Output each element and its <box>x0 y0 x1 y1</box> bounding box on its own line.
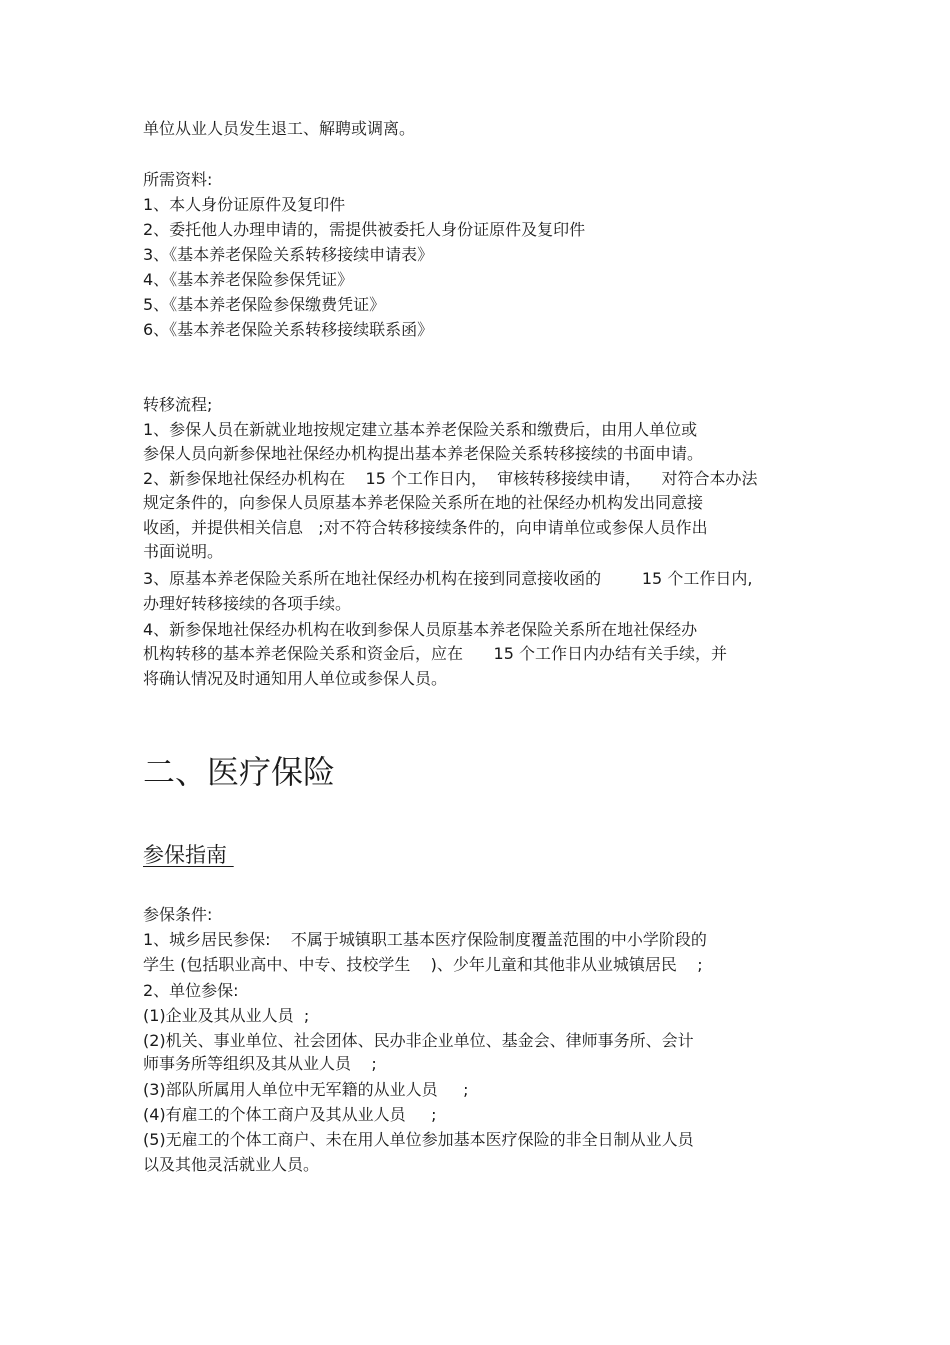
process-line: 2、新参保地社保经办机构在 15 个工作日内， 审核转移接续申请， 对符合本办法 <box>143 469 758 488</box>
process-line: 书面说明。 <box>143 542 224 561</box>
condition-line: (3)部队所属用人单位中无军籍的从业人员 ; <box>143 1080 469 1099</box>
condition-line: (4)有雇工的个体工商户及其从业人员 ; <box>143 1105 437 1124</box>
process-line: 参保人员向新参保地社保经办机构提出基本养老保险关系转移接续的书面申请。 <box>143 444 704 463</box>
condition-line: (1)企业及其从业人员 ; <box>143 1006 310 1025</box>
process-label: 转移流程; <box>143 395 213 414</box>
conditions-label: 参保条件: <box>143 905 213 924</box>
process-line: 3、原基本养老保险关系所在地社保经办机构在接到同意接收函的 15 个工作日内, <box>143 569 753 588</box>
process-line: 办理好转移接续的各项手续。 <box>143 594 352 613</box>
process-line: 1、参保人员在新就业地按规定建立基本养老保险关系和缴费后，由用人单位或 <box>143 420 698 439</box>
list-item: 5、《基本养老保险参保缴费凭证》 <box>143 295 386 314</box>
process-line: 将确认情况及时通知用人单位或参保人员。 <box>143 669 448 688</box>
materials-label: 所需资料: <box>143 170 213 189</box>
condition-line: (5)无雇工的个体工商户、未在用人单位参加基本医疗保险的非全日制从业人员 <box>143 1130 694 1149</box>
condition-line: (2)机关、事业单位、社会团体、民办非企业单位、基金会、律师事务所、会计 <box>143 1031 694 1050</box>
condition-line: 以及其他灵活就业人员。 <box>143 1155 320 1174</box>
list-item: 4、《基本养老保险参保凭证》 <box>143 270 354 289</box>
condition-line: 1、城乡居民参保: 不属于城镇职工基本医疗保险制度覆盖范围的中小学阶段的 <box>143 930 707 949</box>
condition-line: 2、单位参保: <box>143 981 239 1000</box>
section-title: 二、医疗保险 <box>143 753 336 791</box>
process-line: 机构转移的基本养老保险关系和资金后，应在 15 个工作日内办结有关手续，并 <box>143 644 727 663</box>
process-line: 收函，并提供相关信息 ;对不符合转移接续条件的，向申请单位或参保人员作出 <box>143 518 708 537</box>
condition-line: 师事务所等组织及其从业人员 ; <box>143 1054 377 1073</box>
list-item: 6、《基本养老保险关系转移接续联系函》 <box>143 320 434 339</box>
process-line: 4、新参保地社保经办机构在收到参保人员原基本养老保险关系所在地社保经办 <box>143 620 698 639</box>
intro-text: 单位从业人员发生退工、解聘或调离。 <box>143 119 416 138</box>
process-line: 规定条件的，向参保人员原基本养老保险关系所在地的社保经办机构发出同意接 <box>143 493 704 512</box>
section-subtitle: 参保指南 <box>143 843 234 867</box>
list-item: 1、本人身份证原件及复印件 <box>143 195 346 214</box>
condition-line: 学生 (包括职业高中、中专、技校学生 )、少年儿童和其他非从业城镇居民 ; <box>143 955 703 974</box>
list-item: 3、《基本养老保险关系转移接续申请表》 <box>143 245 434 264</box>
list-item: 2、委托他人办理申请的，需提供被委托人身份证原件及复印件 <box>143 220 586 239</box>
